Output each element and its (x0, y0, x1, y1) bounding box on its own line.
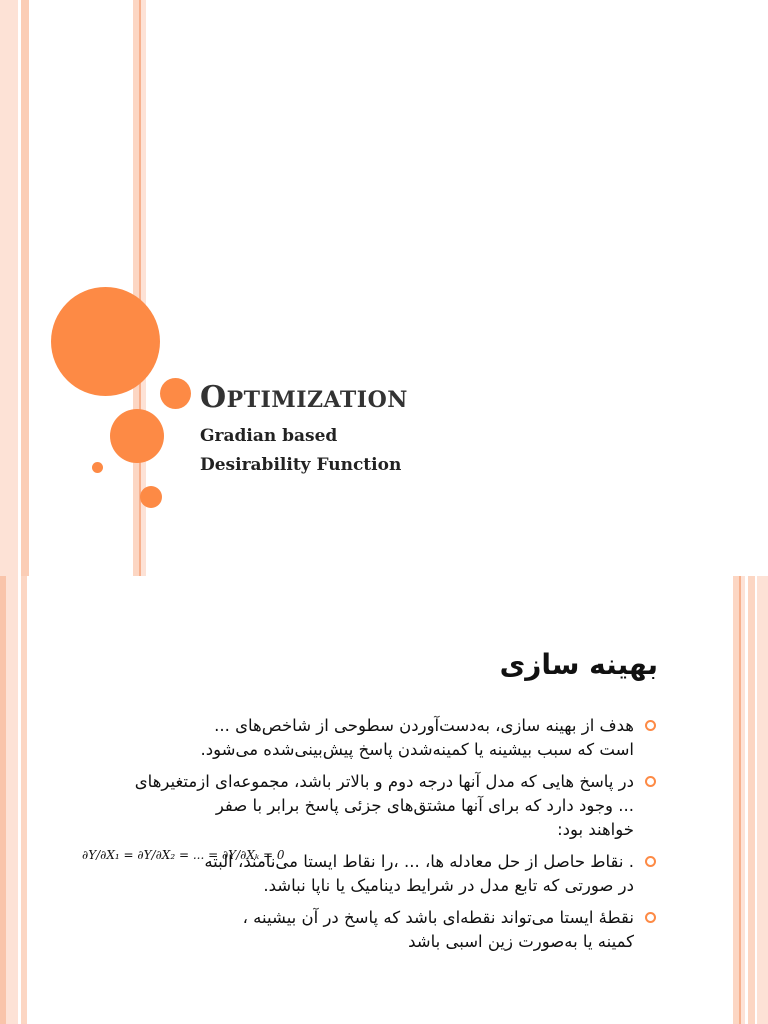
bullet-circle-icon (645, 720, 656, 731)
bullet-line: است که سبب بیشینه یا کمینه‌شدن پاسخ پیش‌بینی‌شده می‌شود. (200, 740, 634, 759)
decorative-stripe (6, 576, 18, 1024)
bullet-line: . نقاط حاصل از حل معادله ها، ... ،را نقاط ایستا می‌نامند، البته (204, 852, 634, 871)
bullet-item (50, 770, 656, 842)
decorative-stripe (741, 576, 745, 1024)
small-circle-decoration (160, 378, 191, 409)
partial-derivative-equation: ∂Y/∂X₁ = ∂Y/∂X₂ = ... = ∂Y/∂Xₖ = 0 (82, 848, 285, 862)
large-circle-decoration (51, 287, 160, 396)
bullet-line: خواهند بود: (557, 820, 634, 839)
small-circle-decoration (140, 486, 162, 508)
medium-circle-decoration (110, 409, 164, 463)
bullet-circle-icon (645, 776, 656, 787)
decorative-stripe (748, 576, 755, 1024)
bullet-item (50, 714, 656, 762)
bullet-line: در پاسخ هایی که مدل آنها درجه دوم و بالاتر باشد، مجموعه‌ای ازمتغیرهای (134, 772, 634, 791)
bullet-line: در صورتی که تابع مدل در شرایط دینامیک یا ناپا نباشد. (263, 876, 634, 895)
title-initial: O (200, 380, 227, 415)
tiny-circle-decoration (92, 462, 103, 473)
subtitle-line-1: Gradian based (200, 426, 338, 446)
bullet-line: کمینه یا به‌صورت زین اسبی باشد (408, 932, 634, 951)
decorative-stripe (0, 0, 18, 576)
bullet-circle-icon (645, 856, 656, 867)
bullet-circle-icon (645, 912, 656, 923)
slide-heading: بهینه سازی (499, 648, 658, 681)
bullet-line: ... وجود دارد که برای آنها مشتق‌های جزئی پاسخ برابر با صفر (215, 796, 634, 815)
bullet-line: هدف از بهینه سازی، به‌دست‌آوردن سطوحی از شاخص‌های ... (214, 716, 634, 735)
decorative-stripe (21, 576, 27, 1024)
slide-title (200, 380, 408, 415)
subtitle-line-2: Desirability Function (200, 455, 402, 475)
decorative-stripe (757, 576, 768, 1024)
bullet-list (50, 714, 656, 962)
bullet-line: نقطهٔ ایستا می‌تواند نقطه‌ای باشد که پاسخ در آن بیشینه ، (242, 908, 634, 927)
content-slide (0, 576, 768, 1024)
decorative-stripe (21, 0, 29, 576)
title-rest: PTIMIZATION (226, 387, 408, 413)
bullet-item (50, 906, 656, 954)
